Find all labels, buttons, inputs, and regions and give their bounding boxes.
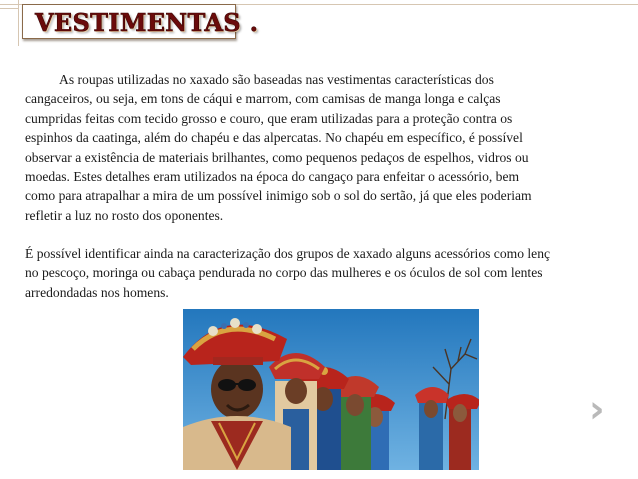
paragraph2-line: no pescoço, moringa ou cabaça pendurada no corpo das mulheres e os óculos de sol com lentes: [25, 265, 543, 281]
paragraph1-line: refletir a luz no rosto dos oponentes.: [25, 207, 224, 223]
left-rule: [18, 0, 19, 46]
title-box: [22, 4, 259, 39]
paragraph1-line: As roupas utilizadas no xaxado são baseadas nas vestimentas características dos: [59, 72, 494, 87]
paragraph1-line: como para atrapalhar a mira de um possível inimigo sob o sol do sertão, já que eles poderiam: [25, 188, 532, 204]
paragraph2-line: É possível identificar ainda na caracterização dos grupos de xaxado alguns acessórios como lenç: [25, 246, 551, 261]
paragraph1-line: moedas. Estes detalhes eram utilizados na época do cangaço para enfeitar o acessório, bem: [25, 169, 520, 184]
slide-title: VESTIMENTAS .: [35, 8, 259, 37]
top-rule-accent: [0, 8, 18, 9]
paragraph1-line: observar a existência de materiais brilhantes, como pequenos pedaços de espelhos, vidros ou: [25, 149, 529, 165]
paragraph2-line: arredondadas nos homens.: [25, 284, 169, 300]
paragraph1-line: cumpridas feitas com tecido grosso e couro, que eram utilizadas para a proteção contra os: [25, 110, 513, 126]
xaxado-dancers-photo: [183, 309, 479, 470]
paragraph1-line: cangaceiros, ou seja, em tons de cáqui e marrom, com camisas de manga longa e calças: [25, 91, 501, 107]
photo-illustration: [183, 309, 479, 470]
paragraph1-line: espinhos da caatinga, além do chapéu e das alpercatas. No chapéu em específico, é possível: [25, 130, 523, 146]
chevron-right-icon[interactable]: ›: [589, 387, 605, 431]
